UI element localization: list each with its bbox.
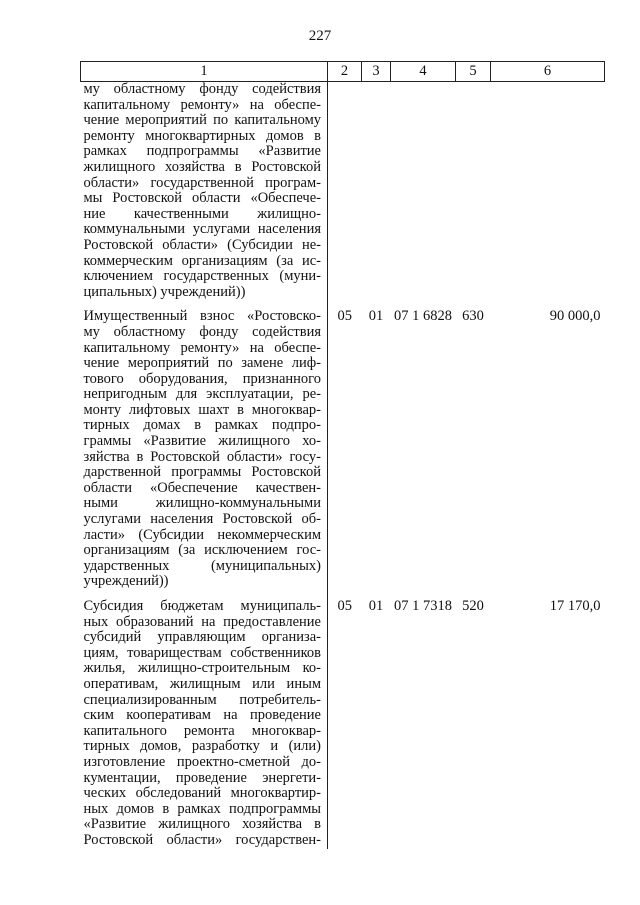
description-line: ных домов в рамках подпрограммы (83, 800, 321, 817)
description-line: ремонту многоквартирных домов в (83, 127, 321, 144)
column-header-6: 6 (491, 62, 605, 82)
column-header-3: 3 (362, 62, 391, 82)
description-line: чение мероприятий по капитальному (83, 112, 321, 129)
section-code: 05 (337, 598, 352, 614)
target-article-code: 07 1 6828 (394, 308, 452, 325)
subsection-code: 01 (368, 598, 384, 614)
expense-type-code: 630 (462, 308, 484, 325)
description-line: тового оборудования, признанного (83, 370, 321, 387)
amount-value (491, 82, 605, 301)
column-header-5: 5 (456, 62, 491, 82)
description-line: ными жилищно-коммунальными (83, 495, 321, 512)
amount-value: 90 000,0 (549, 308, 601, 325)
description-line: непригодным для эксплуатации, ре- (83, 386, 321, 403)
description-line: ных образований на предоставление (83, 613, 321, 630)
row-description (81, 300, 328, 590)
description-line: кументации, проведение энергети- (83, 769, 321, 786)
description-line: оперативам, жилищным или иным (83, 675, 321, 692)
description-line: жилья, жилищно-строительным ко- (83, 660, 321, 677)
description-line: области» государственной програм- (83, 174, 321, 191)
description-line: капитальному ремонту» на обеспе- (83, 339, 321, 356)
description-line: ческих обследований многоквартир- (83, 785, 321, 802)
description-line: рамках подпрограммы «Развитие (83, 143, 321, 160)
column-header-1: 1 (81, 62, 328, 82)
description-line: субсидий управляющим организа- (83, 629, 321, 646)
description-line: организациям (за исключением гос- (83, 542, 321, 559)
description-line: монту лифтовых шахт в многоквар- (83, 401, 321, 418)
target-article-code (391, 82, 456, 301)
description-line: чение мероприятий по замене лиф- (83, 355, 321, 372)
description-line: услугами населения Ростовской об- (83, 511, 321, 528)
description-line: му областному фонду содействия (83, 323, 321, 340)
description-line: специализированным потребитель- (83, 691, 321, 708)
amount-value: 17 170,0 (549, 598, 601, 614)
description-line: ударственных (муниципальных) (83, 557, 321, 574)
description-line: ципальных) учреждений)) (83, 283, 246, 300)
page-number: 227 (308, 28, 332, 44)
description-line: Субсидия бюджетам муниципаль- (83, 598, 321, 614)
description-line: Ростовской области» государствен- (83, 831, 321, 848)
description-line: «Развитие жилищного хозяйства в (83, 816, 321, 833)
section-code (328, 82, 362, 301)
table-row (81, 300, 605, 590)
table-header-row (81, 62, 605, 82)
description-line: тирных домов, разработку и (или) (83, 738, 321, 755)
description-line: Имущественный взнос «Ростовско- (83, 308, 321, 325)
description-line: коммерческим организациям (за ис- (83, 252, 321, 269)
description-line: тирных домах в рамках подпро- (83, 417, 321, 434)
description-line: Ростовской области» (Субсидии не- (83, 236, 321, 253)
column-header-4: 4 (391, 62, 456, 82)
description-line: жилищного хозяйства в Ростовской (83, 158, 321, 175)
target-article-code: 07 1 7318 (394, 598, 452, 614)
budget-table (80, 61, 605, 849)
expense-type-code: 520 (462, 598, 484, 614)
table-row (81, 590, 605, 849)
description-line: ласти» (Субсидии некоммерческим (83, 526, 321, 543)
description-line: граммы «Развитие жилищного хо- (83, 433, 321, 450)
description-line: зяйства в Ростовской области» госу- (83, 448, 321, 465)
description-line: ским кооперативам на проведение (83, 707, 321, 724)
table-row (81, 82, 605, 301)
expense-type-code (456, 82, 491, 301)
row-description (81, 590, 328, 849)
column-header-2: 2 (328, 62, 362, 82)
description-line: учреждений)) (83, 573, 169, 590)
row-description (81, 82, 328, 301)
description-line: циям, товариществам собственников (83, 644, 321, 661)
description-line: му областному фонду содействия (83, 81, 321, 97)
description-line: изготовление проектно-сметной до- (83, 753, 321, 770)
description-line: капитального ремонта многоквар- (83, 722, 321, 739)
description-line: ключением государственных (муни- (83, 268, 321, 285)
description-line: капитальному ремонту» на обеспе- (83, 96, 321, 113)
description-line: мы Ростовской области «Обеспече- (83, 190, 321, 207)
description-line: дарственной программы Ростовской (83, 464, 321, 481)
description-line: области «Обеспечение качествен- (83, 479, 321, 496)
description-line: ние качественными жилищно- (83, 205, 321, 222)
section-code: 05 (337, 308, 352, 325)
description-line: коммунальными услугами населения (83, 221, 321, 238)
subsection-code: 01 (368, 308, 384, 325)
subsection-code (362, 82, 391, 301)
